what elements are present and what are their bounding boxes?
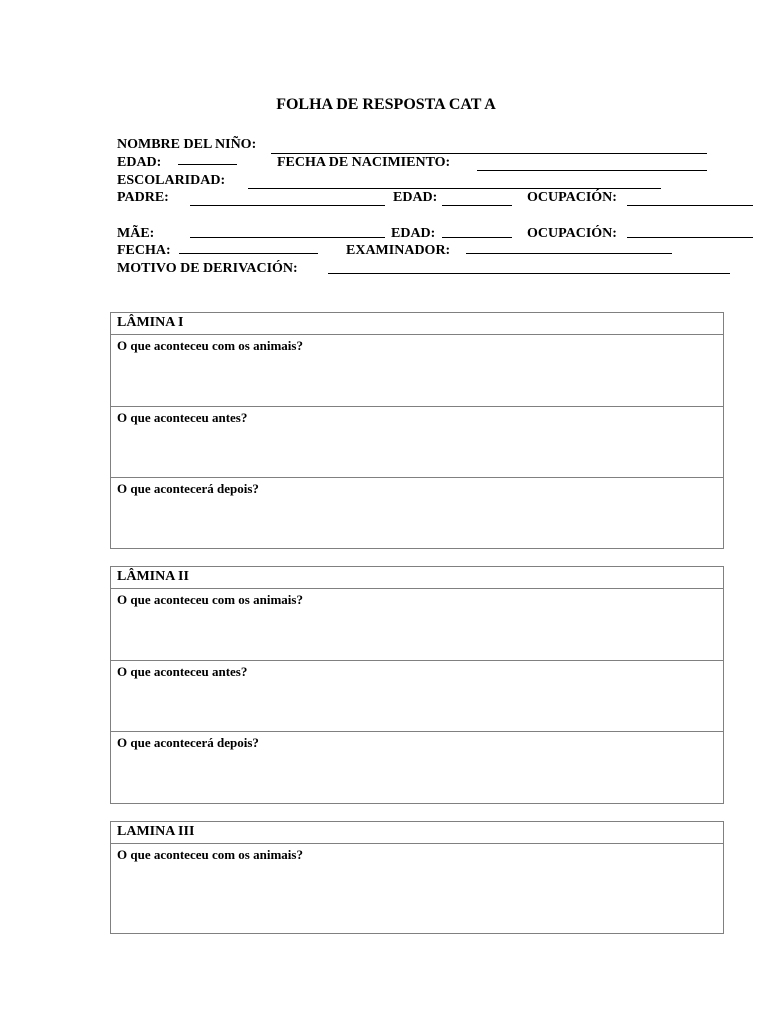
escolaridad-label: ESCOLARIDAD:	[117, 173, 226, 188]
question-label: O que acontecerá depois?	[117, 481, 259, 496]
edad-label: EDAD:	[117, 155, 162, 170]
form-title: FOLHA DE RESPOSTA CAT A	[276, 96, 496, 113]
nombre-field[interactable]	[271, 153, 707, 154]
fecha-label: FECHA:	[117, 243, 171, 258]
motivo-label: MOTIVO DE DERIVACIÓN:	[117, 261, 298, 276]
lamina-1-title: LÂMINA I	[111, 313, 723, 335]
question-label: O que acontecerá depois?	[117, 735, 259, 750]
mae-field[interactable]	[190, 237, 385, 238]
padre-label: PADRE:	[117, 190, 169, 205]
mae-ocupacion-field[interactable]	[627, 237, 753, 238]
lamina-3-title: LAMINA III	[111, 822, 723, 844]
mae-label: MÃE:	[117, 226, 155, 241]
lamina-2-question-antes[interactable]	[111, 661, 723, 732]
examinador-field[interactable]	[466, 253, 672, 254]
padre-ocupacion-field[interactable]	[627, 205, 753, 206]
escolaridad-field[interactable]	[248, 188, 661, 189]
nombre-label: NOMBRE DEL NIÑO:	[117, 137, 257, 152]
question-label: O que aconteceu com os animais?	[117, 592, 303, 607]
padre-edad-field[interactable]	[442, 205, 512, 206]
mae-ocupacion-label: OCUPACIÓN:	[527, 226, 617, 241]
question-label: O que aconteceu com os animais?	[117, 847, 303, 862]
question-label: O que aconteceu antes?	[117, 410, 248, 425]
edad-field[interactable]	[178, 164, 237, 165]
lamina-1-question-antes[interactable]	[111, 407, 723, 478]
lamina-1-question-animais[interactable]	[111, 335, 723, 407]
lamina-3-table	[110, 821, 724, 934]
lamina-1-table	[110, 312, 724, 549]
padre-ocupacion-label: OCUPACIÓN:	[527, 190, 617, 205]
fecha-nacimiento-label: FECHA DE NACIMIENTO:	[277, 155, 451, 170]
question-label: O que aconteceu antes?	[117, 664, 248, 679]
padre-edad-label: EDAD:	[393, 190, 438, 205]
mae-edad-field[interactable]	[442, 237, 512, 238]
mae-edad-label: EDAD:	[391, 226, 436, 241]
lamina-2-question-animais[interactable]	[111, 589, 723, 661]
lamina-2-table	[110, 566, 724, 804]
question-label: O que aconteceu com os animais?	[117, 338, 303, 353]
padre-field[interactable]	[190, 205, 385, 206]
motivo-field[interactable]	[328, 273, 730, 274]
lamina-2-title: LÂMINA II	[111, 567, 723, 589]
examinador-label: EXAMINADOR:	[346, 243, 451, 258]
fecha-field[interactable]	[179, 253, 318, 254]
lamina-1-question-depois[interactable]	[111, 478, 723, 548]
fecha-nacimiento-field[interactable]	[477, 170, 707, 171]
lamina-2-question-depois[interactable]	[111, 732, 723, 803]
lamina-3-question-animais[interactable]	[111, 844, 723, 933]
